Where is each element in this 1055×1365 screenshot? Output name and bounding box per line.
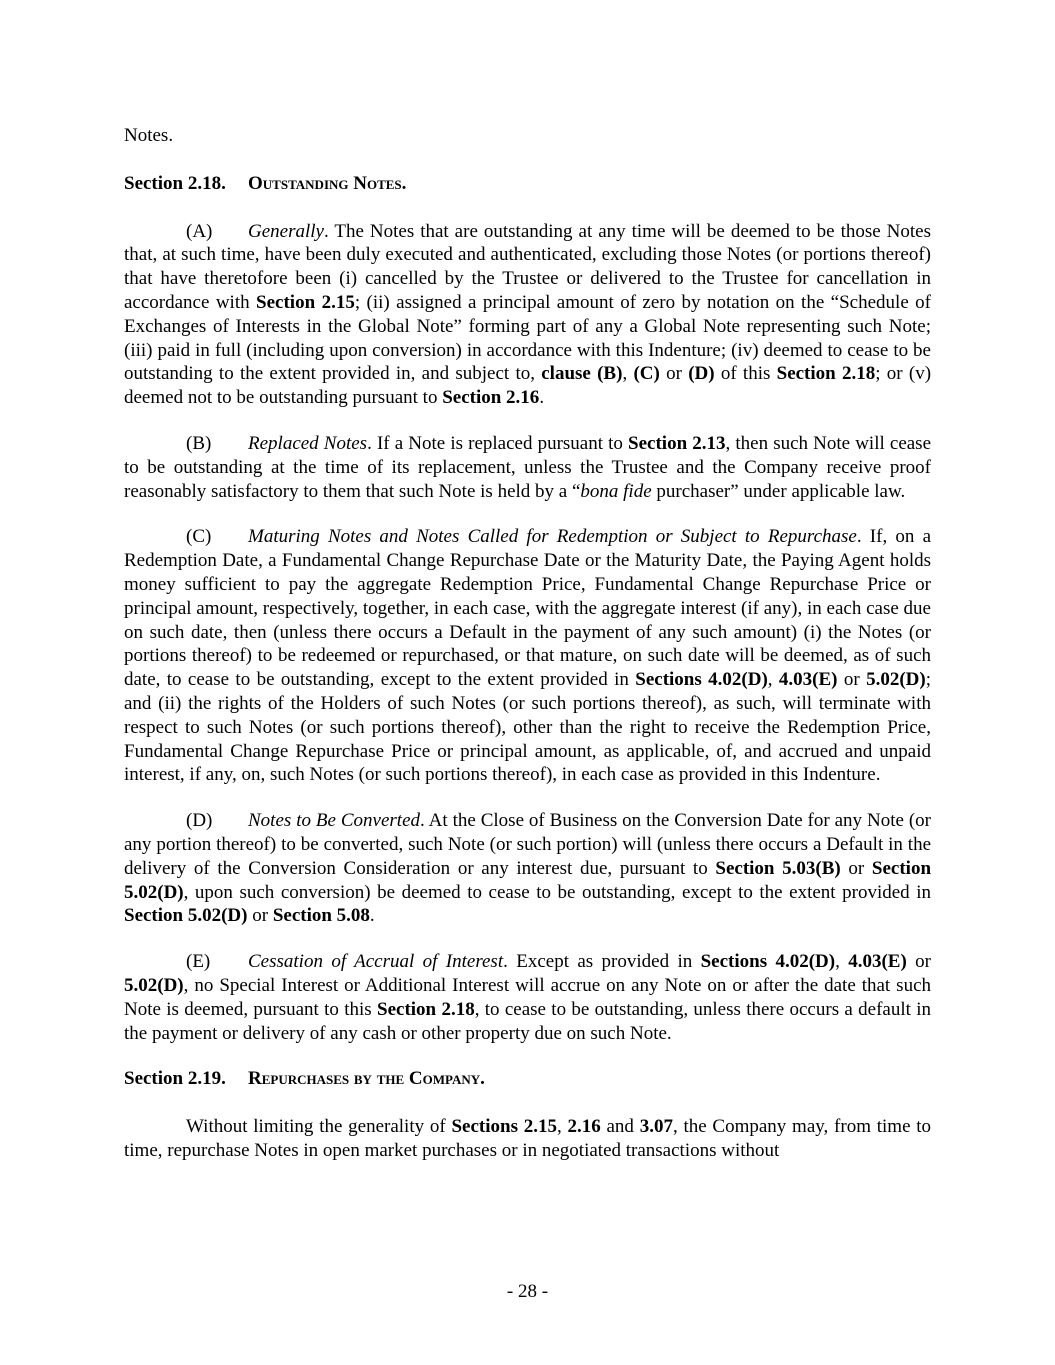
section-2-19-body: Without limiting the generality of Sections 2.15, 2.16 and 3.07, the Company may, from time to time, repurchase Notes in open market purchases or in negotiated transactions without	[124, 1116, 932, 1161]
clause-label: (B)	[186, 432, 212, 454]
cross-reference: (C)	[633, 363, 660, 385]
cross-reference: (D)	[688, 363, 715, 385]
cross-reference: Sections 4.02(D)	[635, 669, 768, 691]
page-number: - 28 -	[506, 1281, 549, 1302]
cross-reference: Section 2.18	[776, 363, 876, 385]
cross-reference: 5.02(D)	[866, 669, 926, 691]
cross-reference: Section 2.13	[628, 432, 726, 454]
section-number: Section 2.18.	[124, 172, 226, 194]
continued-text: Notes.	[124, 125, 174, 146]
cross-reference: Section 2.16	[442, 387, 540, 409]
clause-a: (A) Generally. The Notes that are outstanding at any time will be deemed to be those Notes that, at such time, have been duly executed and authenticated, excluding those Notes (or portions thereof) that have theretofore been (i) cancelled by the Trustee or delivered to the Trustee for cancellation in accordance with Section 2.15; (ii) assigned a principal amount of zero by notation on the “Schedule of Exchanges of Interests in the Global Note” forming part of any a Global Note representing such Note; (iii) paid in full (including upon conversion) in accordance with this Indenture; (iv) deemed to cease to be outstanding to the extent provided in, and subject to, clause (B), (C) or (D) of this Section 2.18; or (v) deemed not to be outstanding pursuant to Section 2.16.	[124, 220, 932, 409]
clause-label: (A)	[186, 220, 213, 242]
cross-reference: 4.03(E)	[778, 669, 838, 691]
section-title: Repurchases by the Company.	[248, 1068, 485, 1090]
clause-label: (C)	[186, 526, 212, 548]
section-heading-2-18	[124, 172, 931, 196]
clause-label: (E)	[186, 951, 211, 973]
clause-heading: Replaced Notes	[248, 432, 368, 454]
clause-c: (C) Maturing Notes and Notes Called for Redemption or Subject to Repurchase. If, on a Redemption Date, a Fundamental Change Repurchase Date or the Maturity Date, the Paying Agent holds money sufficient to pay the aggregate Redemption Price, Fundamental Change Repurchase Price or principal amount, respectively, together, in each case, with the aggregate interest (if any), in each case due on such date, then (unless there occurs a Default in the payment of any such amount) (i) the Notes (or portions thereof) to be redeemed or repurchased, or that mature, on such date will be deemed, as of such date, to cease to be outstanding, except to the extent provided in Sections 4.02(D), 4.03(E) or 5.02(D); and (ii) the rights of the Holders of such Notes (or such portions thereof), as such, will terminate with respect to such Notes (or such portions thereof), other than the right to receive the Redemption Price, Fundamental Change Repurchase Price or principal amount, as applicable, of, and accrued and unpaid interest, if any, on, such Notes (or such portions thereof), in each case as provided in this Indenture.	[124, 526, 932, 786]
cross-reference: Section 2.18	[377, 998, 475, 1020]
cross-reference: Sections 4.02(D)	[700, 951, 836, 973]
clause-b: (B) Replaced Notes. If a Note is replaced pursuant to Section 2.13, then such Note will cease to be outstanding at the time of its replacement, unless the Trustee and the Company receive proof reasonably satisfactory to them that such Note is held by a “bona fide purchaser” under applicable law.	[124, 432, 932, 502]
cross-reference: Section 5.02(D)	[124, 905, 248, 927]
section-title: Outstanding Notes.	[248, 172, 407, 194]
clause-heading: Cessation of Accrual of Interest	[248, 951, 504, 973]
cross-reference: 4.03(E)	[848, 951, 907, 973]
cross-reference: clause (B)	[541, 363, 623, 385]
clause-e: (E) Cessation of Accrual of Interest. Except as provided in Sections 4.02(D), 4.03(E) or 5.02(D), no Special Interest or Additional Interest will accrue on any Note on or after the date that such Note is deemed, pursuant to this Section 2.18, to cease to be outstanding, unless there occurs a default in the payment or delivery of any cash or other property due on such Note.	[124, 951, 932, 1044]
clause-label: (D)	[186, 810, 213, 832]
cross-reference: Section 5.03(B)	[715, 857, 841, 879]
cross-reference: 5.02(D)	[124, 974, 184, 996]
clause-heading: Maturing Notes and Notes Called for Redemption or Subject to Repurchase	[248, 526, 857, 548]
cross-reference: Section 2.15	[256, 291, 355, 313]
clause-heading: Generally	[248, 220, 324, 242]
cross-reference: 3.07	[639, 1116, 673, 1138]
cross-reference: Sections 2.15	[451, 1116, 557, 1138]
cross-reference: 2.16	[567, 1116, 601, 1138]
clause-d: (D) Notes to Be Converted. At the Close of Business on the Conversion Date for any Note (or any portion thereof) to be converted, such Note (or such portion) will (unless there occurs a Default in the delivery of the Conversion Consideration or any interest due, pursuant to Section 5.03(B) or Section 5.02(D), upon such conversion) be deemed to cease to be outstanding, except to the extent provided in Section 5.02(D) or Section 5.08.	[124, 810, 932, 927]
cross-reference: Section 5.02(D)	[124, 857, 932, 903]
section-heading-2-19	[124, 1067, 931, 1091]
section-number: Section 2.19.	[124, 1068, 226, 1090]
cross-reference: Section 5.08	[272, 905, 370, 927]
document-page	[124, 124, 931, 1163]
clause-heading: Notes to Be Converted	[248, 810, 421, 832]
italic-term: bona fide	[580, 480, 652, 502]
